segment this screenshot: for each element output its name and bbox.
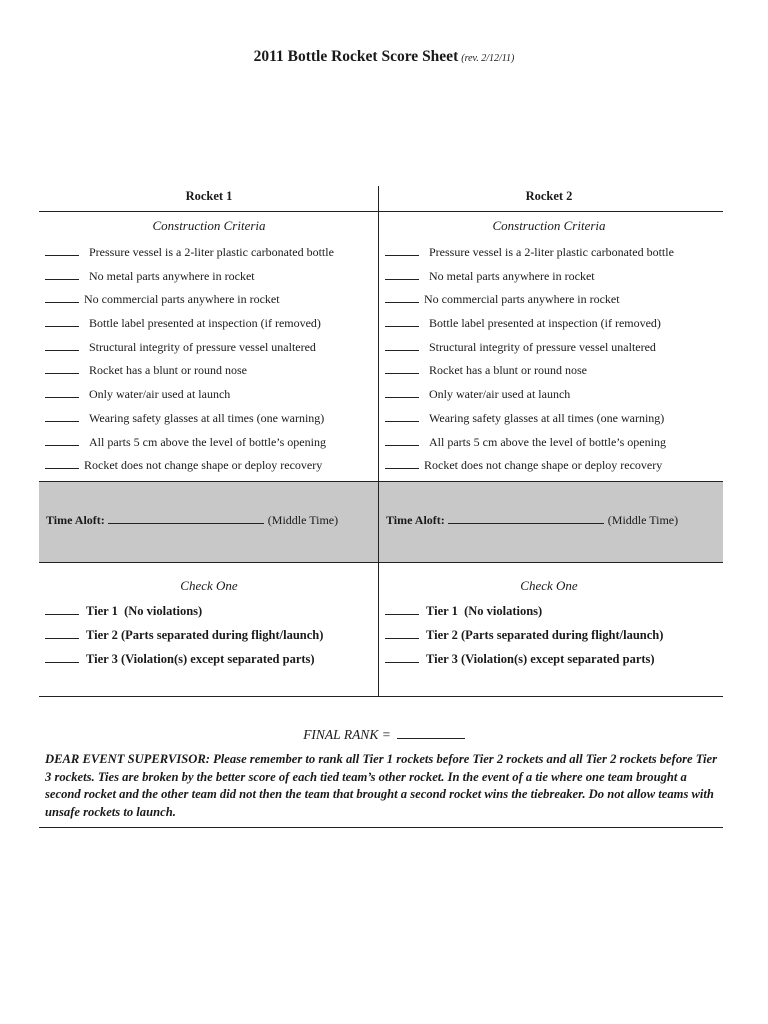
construction-criteria-heading: Construction Criteria xyxy=(492,218,606,233)
middle-time-note: (Middle Time) xyxy=(267,513,339,527)
criteria-label: Wearing safety glasses at all times (one warning) xyxy=(89,410,325,425)
column-header: Rocket 2 xyxy=(525,189,573,203)
criteria-label: Wearing safety glasses at all times (one warning) xyxy=(429,410,665,425)
tier-label: Tier 3 (Violation(s) except separated parts) xyxy=(86,652,315,666)
time-aloft-label: Time Aloft: xyxy=(46,513,105,527)
criteria-item xyxy=(385,384,715,408)
criteria-item xyxy=(45,266,375,290)
criteria-label: Rocket has a blunt or round nose xyxy=(89,363,247,378)
tier-item xyxy=(45,625,375,649)
criteria-item xyxy=(385,266,715,290)
criteria-label: Pressure vessel is a 2-liter plastic carbonated bottle xyxy=(89,245,334,259)
criteria-list xyxy=(385,242,715,479)
construction-criteria-heading: Construction Criteria xyxy=(152,218,266,233)
bottom-rule xyxy=(39,827,723,828)
criteria-label: Pressure vessel is a 2-liter plastic carbonated bottle xyxy=(429,245,674,259)
checkbox-blank[interactable] xyxy=(45,650,79,663)
criteria-label: Structural integrity of pressure vessel unaltered xyxy=(89,339,316,354)
checkbox-blank[interactable] xyxy=(385,456,419,469)
tier-label: Tier 2 (Parts separated during flight/launch) xyxy=(426,628,664,642)
criteria-item xyxy=(45,337,375,361)
check-one-heading: Check One xyxy=(180,578,238,593)
criteria-item xyxy=(385,289,715,313)
criteria-item xyxy=(45,455,375,479)
checkbox-blank[interactable] xyxy=(45,243,79,256)
criteria-label: Rocket does not change shape or deploy recovery xyxy=(84,458,323,473)
checkbox-blank[interactable] xyxy=(45,626,79,639)
tier-label: Tier 3 (Violation(s) except separated parts) xyxy=(426,652,655,666)
time-aloft-row xyxy=(46,512,376,528)
checkbox-blank[interactable] xyxy=(45,267,79,280)
criteria-item xyxy=(45,408,375,432)
criteria-item xyxy=(45,313,375,337)
criteria-item xyxy=(45,384,375,408)
column-header: Rocket 1 xyxy=(185,189,233,203)
check-one-heading: Check One xyxy=(520,578,578,593)
criteria-item xyxy=(45,289,375,313)
checkbox-blank[interactable] xyxy=(385,385,419,398)
criteria-item xyxy=(385,455,715,479)
checkbox-blank[interactable] xyxy=(45,314,79,327)
criteria-label: No metal parts anywhere in rocket xyxy=(429,268,595,283)
tier-list xyxy=(385,601,715,673)
tier-item xyxy=(385,649,715,673)
time-aloft-label: Time Aloft: xyxy=(386,513,445,527)
middle-time-note: (Middle Time) xyxy=(607,513,679,527)
criteria-item xyxy=(385,360,715,384)
tier-item xyxy=(45,649,375,673)
checkbox-blank[interactable] xyxy=(385,361,419,374)
tier-label: Tier 2 (Parts separated during flight/launch) xyxy=(86,628,324,642)
score-table xyxy=(39,186,723,697)
checkbox-blank[interactable] xyxy=(385,338,419,351)
criteria-list xyxy=(45,242,375,479)
revision-note: (rev. 2/12/11) xyxy=(461,53,515,64)
criteria-label: No commercial parts anywhere in rocket xyxy=(84,292,280,307)
checkbox-blank[interactable] xyxy=(385,433,419,446)
rocket-1-column xyxy=(39,186,379,697)
checkbox-blank[interactable] xyxy=(385,409,419,422)
rocket-2-column xyxy=(379,186,719,697)
checkbox-blank[interactable] xyxy=(385,267,419,280)
criteria-item xyxy=(385,432,715,456)
time-aloft-row xyxy=(386,512,716,528)
checkbox-blank[interactable] xyxy=(385,626,419,639)
final-rank-row xyxy=(0,726,768,743)
criteria-label: Bottle label presented at inspection (if removed) xyxy=(429,316,661,331)
criteria-label: Rocket does not change shape or deploy recovery xyxy=(424,458,663,473)
title-text: 2011 Bottle Rocket Score Sheet xyxy=(253,48,459,65)
checkbox-blank[interactable] xyxy=(385,314,419,327)
criteria-label: Only water/air used at launch xyxy=(89,387,231,402)
criteria-item xyxy=(45,242,375,266)
time-aloft-field[interactable] xyxy=(448,512,604,524)
criteria-item xyxy=(385,242,715,266)
criteria-label: Rocket has a blunt or round nose xyxy=(429,363,587,378)
checkbox-blank[interactable] xyxy=(45,433,79,446)
checkbox-blank[interactable] xyxy=(45,409,79,422)
checkbox-blank[interactable] xyxy=(45,385,79,398)
criteria-label: Structural integrity of pressure vessel unaltered xyxy=(429,339,656,354)
criteria-item xyxy=(385,408,715,432)
criteria-item xyxy=(45,432,375,456)
checkbox-blank[interactable] xyxy=(45,456,79,469)
checkbox-blank[interactable] xyxy=(45,602,79,615)
tier-label: Tier 1 (No violations) xyxy=(86,604,203,618)
page-title xyxy=(0,48,768,66)
final-rank-field[interactable] xyxy=(397,726,465,739)
criteria-label: All parts 5 cm above the level of bottle’s opening xyxy=(89,434,326,449)
criteria-item xyxy=(45,360,375,384)
time-aloft-field[interactable] xyxy=(108,512,264,524)
tier-item xyxy=(385,625,715,649)
tier-item xyxy=(45,601,375,625)
criteria-label: No commercial parts anywhere in rocket xyxy=(424,292,620,307)
tier-label: Tier 1 (No violations) xyxy=(426,604,543,618)
checkbox-blank[interactable] xyxy=(385,290,419,303)
checkbox-blank[interactable] xyxy=(45,361,79,374)
tier-list xyxy=(45,601,375,673)
criteria-label: Only water/air used at launch xyxy=(429,387,571,402)
checkbox-blank[interactable] xyxy=(385,650,419,663)
checkbox-blank[interactable] xyxy=(45,338,79,351)
criteria-label: All parts 5 cm above the level of bottle’s opening xyxy=(429,434,666,449)
checkbox-blank[interactable] xyxy=(45,290,79,303)
criteria-label: Bottle label presented at inspection (if removed) xyxy=(89,316,321,331)
criteria-item xyxy=(385,313,715,337)
supervisor-note: DEAR EVENT SUPERVISOR: Please remember to rank all Tier 1 rockets before Tier 2 rockets and all Tier 2 rockets before Tier 3 rockets. Ties are broken by the better score of each tied team’s other rocket. In the event of a tie where one team brought a second rocket and the other team did not then the team that brought a second rocket wins the tiebreaker. Do not allow teams with unsafe rockets to launch. xyxy=(45,752,717,819)
tier-item xyxy=(385,601,715,625)
checkbox-blank[interactable] xyxy=(385,602,419,615)
criteria-label: No metal parts anywhere in rocket xyxy=(89,268,255,283)
criteria-item xyxy=(385,337,715,361)
final-rank-label: FINAL RANK = xyxy=(303,727,391,742)
checkbox-blank[interactable] xyxy=(385,243,419,256)
